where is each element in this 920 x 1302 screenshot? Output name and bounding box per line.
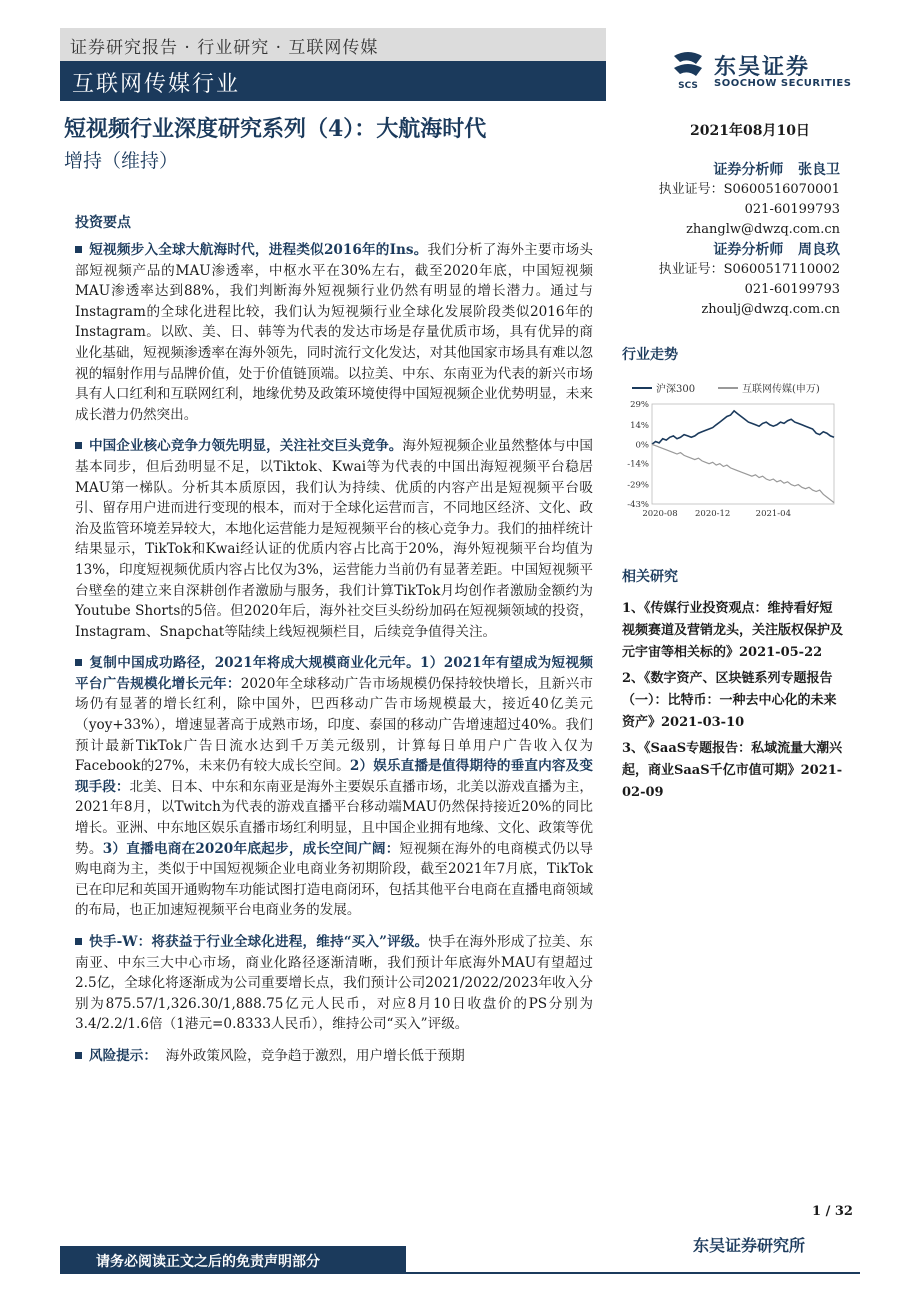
y-tick-label: -43% — [627, 500, 649, 510]
analyst-block — [640, 160, 840, 320]
legend-label-media: 互联网传媒(申万) — [742, 384, 820, 395]
investment-heading: 投资要点 — [75, 215, 131, 231]
y-tick-label: 14% — [630, 420, 649, 431]
related-heading: 相关研究 — [622, 569, 678, 585]
analyst-1 — [640, 160, 840, 240]
logo-mark-text: SCS — [678, 81, 698, 90]
analyst-phone: 021-60199793 — [744, 282, 840, 297]
x-tick-label: 2021-04 — [755, 509, 791, 519]
breadcrumb: 证券研究报告 · 行业研究 · 互联网传媒 — [70, 38, 379, 58]
square-bullet-icon — [75, 246, 82, 253]
analyst-title: 证券分析师 — [713, 162, 784, 178]
footer-divider — [406, 1272, 860, 1274]
header-industry-bar — [60, 61, 606, 101]
risk-label: 风险提示： — [89, 1047, 157, 1064]
risk-text: 海外政策风险，竞争趋于激烈，用户增长低于预期 — [165, 1047, 465, 1064]
series-line-media — [652, 444, 834, 502]
analyst-cert: 执业证号：S0600517110002 — [658, 262, 840, 277]
point-lead-3: 3）直播电商在2020年底起步，成长空间广阔： — [102, 840, 400, 857]
logo-en: SOOCHOW SECURITIES — [714, 78, 852, 89]
report-title: 短视频行业深度研究系列（4）：大航海时代 — [64, 116, 487, 142]
point-3 — [75, 653, 593, 921]
related-item[interactable]: 1、《传媒行业投资观点：维持看好短视频赛道及营销龙头，关注版权保护及元宇宙等相关标的》2021-05-22 — [622, 601, 844, 660]
analyst-title: 证券分析师 — [713, 242, 784, 258]
x-tick-label: 2020-08 — [642, 509, 678, 519]
square-bullet-icon — [75, 659, 82, 666]
analyst-2 — [640, 240, 840, 320]
point-body-3: 短视频在海外的电商模式仍以导购电商为主，类似于中国短视频企业电商业务初期阶段，截至2021年7月底，TikTok已在印尼和英国开通购物车功能试图打造电商闭环，包括其他平台电商在直播电商领域的布局，也正加速短视频平台电商业务的发展。 — [75, 840, 594, 919]
square-bullet-icon — [75, 1052, 82, 1059]
y-tick-label: 0% — [635, 440, 649, 451]
rating: 增持（维持） — [64, 150, 179, 172]
point-body-2: 北美、日本、中东和东南亚是海外主要娱乐直播市场，北美以游戏直播为主，2021年8月，以Twitch为代表的游戏直播平台移动端MAU仍然保持接近20%的同比增长。亚洲、中东地区娱乐直播市场红利明显，且中国企业拥有地缘、文化、政策等优势。 — [75, 778, 593, 857]
investment-points — [75, 240, 593, 1078]
chart-frame — [652, 404, 834, 504]
analyst-email[interactable]: zhoulj@dwzq.com.cn — [701, 302, 840, 317]
point-body: 2020年全球移动广告市场规模仍保持较快增长，且新兴市场仍有显著的增长红利，除中国外，巴西移动广告市场规模最大，接近40亿美元（yoy+33%），增速显著高于成熟市场，印度、泰国的移动广告增速超过40%。我们预计最新TikTok广告日流水达到千万美元级别，计算每日单用户广告收入仅为Facebook的27%，未来仍有较大成长空间。 — [75, 675, 594, 775]
page-number: 1 / 32 — [812, 1204, 853, 1219]
related-list — [622, 598, 844, 808]
institute-name: 东吴证券研究所 — [693, 1236, 806, 1255]
point-body: 快手在海外形成了拉美、东南亚、中东三大中心市场，商业化路径逐渐清晰，我们预计年底海外MAU有望超过2.5亿，全球化将逐渐成为公司重要增长点，我们预计公司2021/2022/2023年收入分别为875.57/1,326.30/1,888.75亿元人民币，对应8月10日收盘价的PS分别为3.4/2.2/1.6倍（1港元=0.8333人民币），维持公司“买入”评级。 — [75, 934, 594, 1033]
x-tick-label: 2020-12 — [695, 509, 731, 519]
point-lead: 短视频步入全球大航海时代，进程类似2016年的Ins。 — [89, 242, 428, 258]
disclaimer-bar — [60, 1246, 406, 1274]
analyst-phone: 021-60199793 — [744, 202, 840, 217]
analyst-cert: 执业证号：S0600516070001 — [658, 182, 840, 197]
point-2 — [75, 436, 593, 642]
industry-trend-chart — [622, 378, 844, 528]
analyst-email[interactable]: zhanglw@dwzq.com.cn — [686, 222, 840, 237]
disclaimer-text: 请务必阅读正文之后的免责声明部分 — [96, 1254, 320, 1270]
logo-cn: 东吴证券 — [714, 55, 811, 80]
related-item[interactable]: 2、《数字资产、区块链系列专题报告（一）：比特币：一种去中心化的未来资产》2021-03-10 — [622, 671, 837, 730]
square-bullet-icon — [75, 938, 82, 945]
point-lead: 中国企业核心竞争力领先明显，关注社交巨头竞争。 — [89, 438, 403, 455]
point-1 — [75, 240, 593, 425]
point-lead-2: 2）娱乐直播是值得期待的垂直内容及变现手段： — [75, 758, 593, 795]
analyst-name: 张良卫 — [798, 162, 840, 178]
report-date: 2021年08月10日 — [690, 123, 810, 139]
analyst-name: 周良玖 — [798, 242, 840, 258]
point-body: 我们分析了海外主要市场头部短视频产品的MAU渗透率，中枢水平在30%左右，截至2020年底，中国短视频MAU渗透率达到88%，我们判断海外短视频行业仍然有明显的增长潜力。通过与Instagram的全球化进程比较，我们认为短视频行业全球化发展阶段类似2016年的Instagram。以欧、美、日、韩等为代表的发达市场是存量优质市场，具有优异的商业化基础，短视频渗透率在海外领先，同时流行文化发达，对其他国家市场具有难以忽视的辐射作用与品牌价值，处于价值链顶端。以拉美、中东、东南亚为代表的新兴市场具有人口红利和互联网红利，地缘优势及政策环境使得中国短视频企业优势明显，未来成长潜力仍然突出。 — [75, 242, 594, 423]
risk-note — [75, 1046, 593, 1067]
point-body: 海外短视频企业虽然整体与中国基本同步，但后劲明显不足，以Tiktok、Kwai等为代表的中国出海短视频平台稳居MAU第一梯队。分析其本质原因，我们认为持续、优质的内容产出是短视频平台吸引、留存用户进而进行变现的根本，而对于全球化运营而言，不同地区经济、文化、政治及监管环境差异较大，本地化运营能力是短视频平台的核心竞争力。我们的抽样统计结果显示，TikTok和Kwai经认证的优质内容占比高于20%，海外短视频平台均值为13%，印度短视频优质内容占比仅为3%，运营能力当前仍有显著差距。中国短视频平台壁垒的建立来自深耕创作者激励与服务，我们计算TikTok月均创作者激励金额约为Youtube Shorts的5倍。但2020年后，海外社交巨头纷纷加码在短视频领域的投资，Instagram、Snapchat等陆续上线短视频栏目，后续竞争值得关注。 — [75, 438, 594, 640]
y-tick-label: 29% — [630, 400, 649, 410]
trend-heading: 行业走势 — [622, 347, 678, 363]
industry-label: 互联网传媒行业 — [72, 72, 241, 97]
related-item[interactable]: 3、《SaaS专题报告：私域流量大潮兴起，商业SaaS千亿市值可期》2021-02-09 — [622, 741, 843, 800]
y-tick-label: -14% — [627, 459, 649, 470]
logo-mark-icon — [670, 50, 706, 90]
point-4 — [75, 932, 593, 1035]
legend-label-hs300: 沪深300 — [656, 384, 696, 395]
header-breadcrumb-bar — [60, 28, 606, 61]
square-bullet-icon — [75, 442, 82, 449]
point-lead: 复制中国成功路径，2021年将成大规模商业化元年。1）2021年有望成为短视频平台广告规模化增长元年： — [75, 655, 593, 692]
point-lead: 快手-W：将获益于行业全球化进程，维持“买入”评级。 — [89, 934, 429, 950]
company-logo — [670, 50, 870, 92]
series-line-hs300 — [652, 411, 834, 444]
y-tick-label: -29% — [627, 480, 649, 491]
